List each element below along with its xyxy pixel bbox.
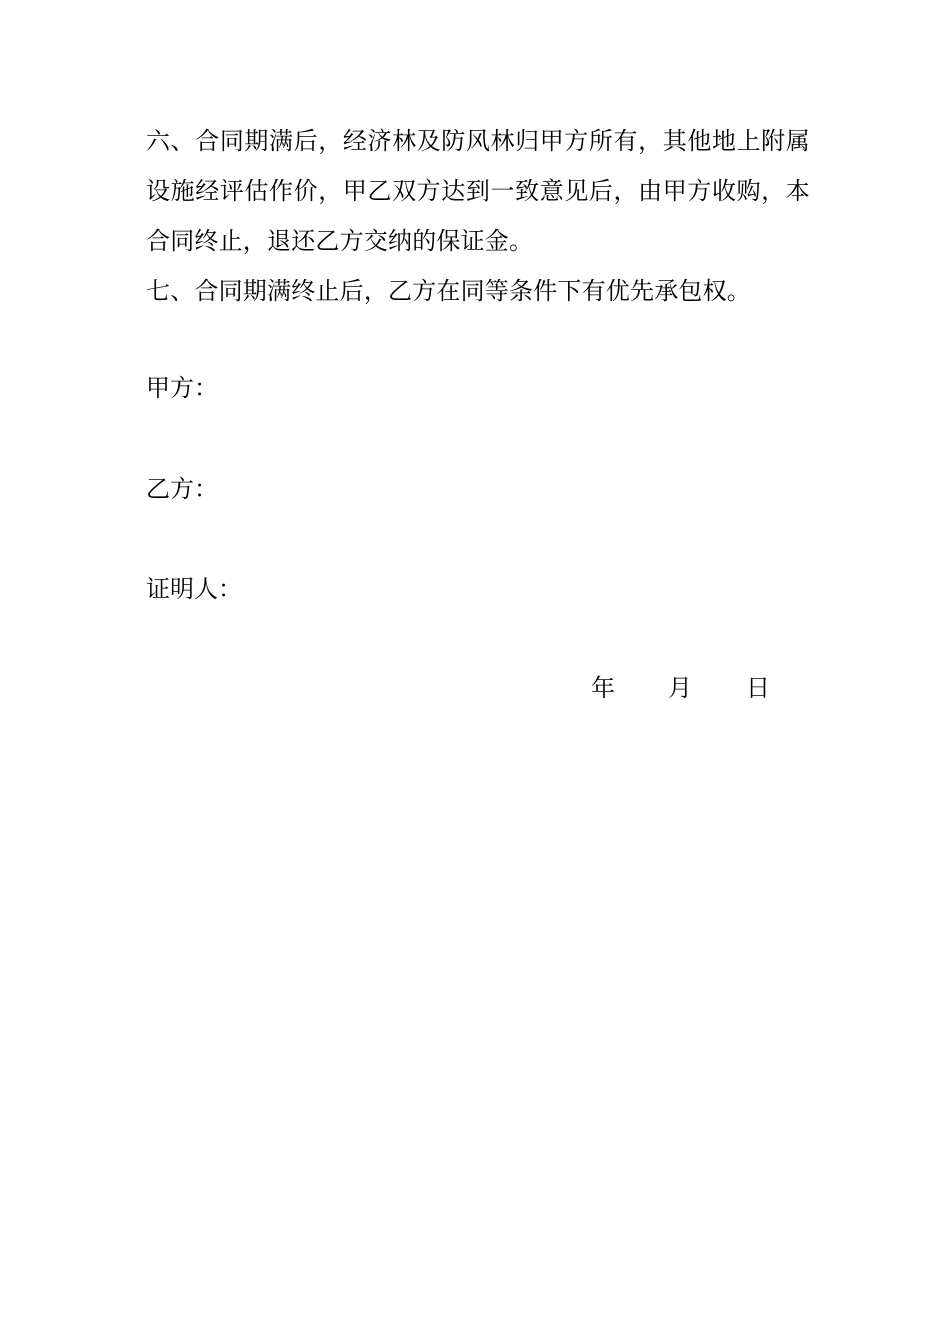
clause-seven: 七、合同期满终止后，乙方在同等条件下有优先承包权。 xyxy=(146,277,751,305)
contract-clauses xyxy=(146,116,810,316)
witness-signature-label: 证明人： xyxy=(146,575,242,603)
party-a-signature-label: 甲方： xyxy=(146,374,218,402)
party-b-signature-label: 乙方： xyxy=(146,475,218,503)
clause-six: 六、合同期满后，经济林及防风林归甲方所有，其他地上附属设施经评估作价，甲乙双方达到一致意见后，由甲方收购，本合同终止，退还乙方交纳的保证金。 xyxy=(146,127,810,255)
date-month-label: 月 xyxy=(668,674,692,702)
date-year-label: 年 xyxy=(591,674,615,702)
date-day-label: 日 xyxy=(746,674,770,702)
